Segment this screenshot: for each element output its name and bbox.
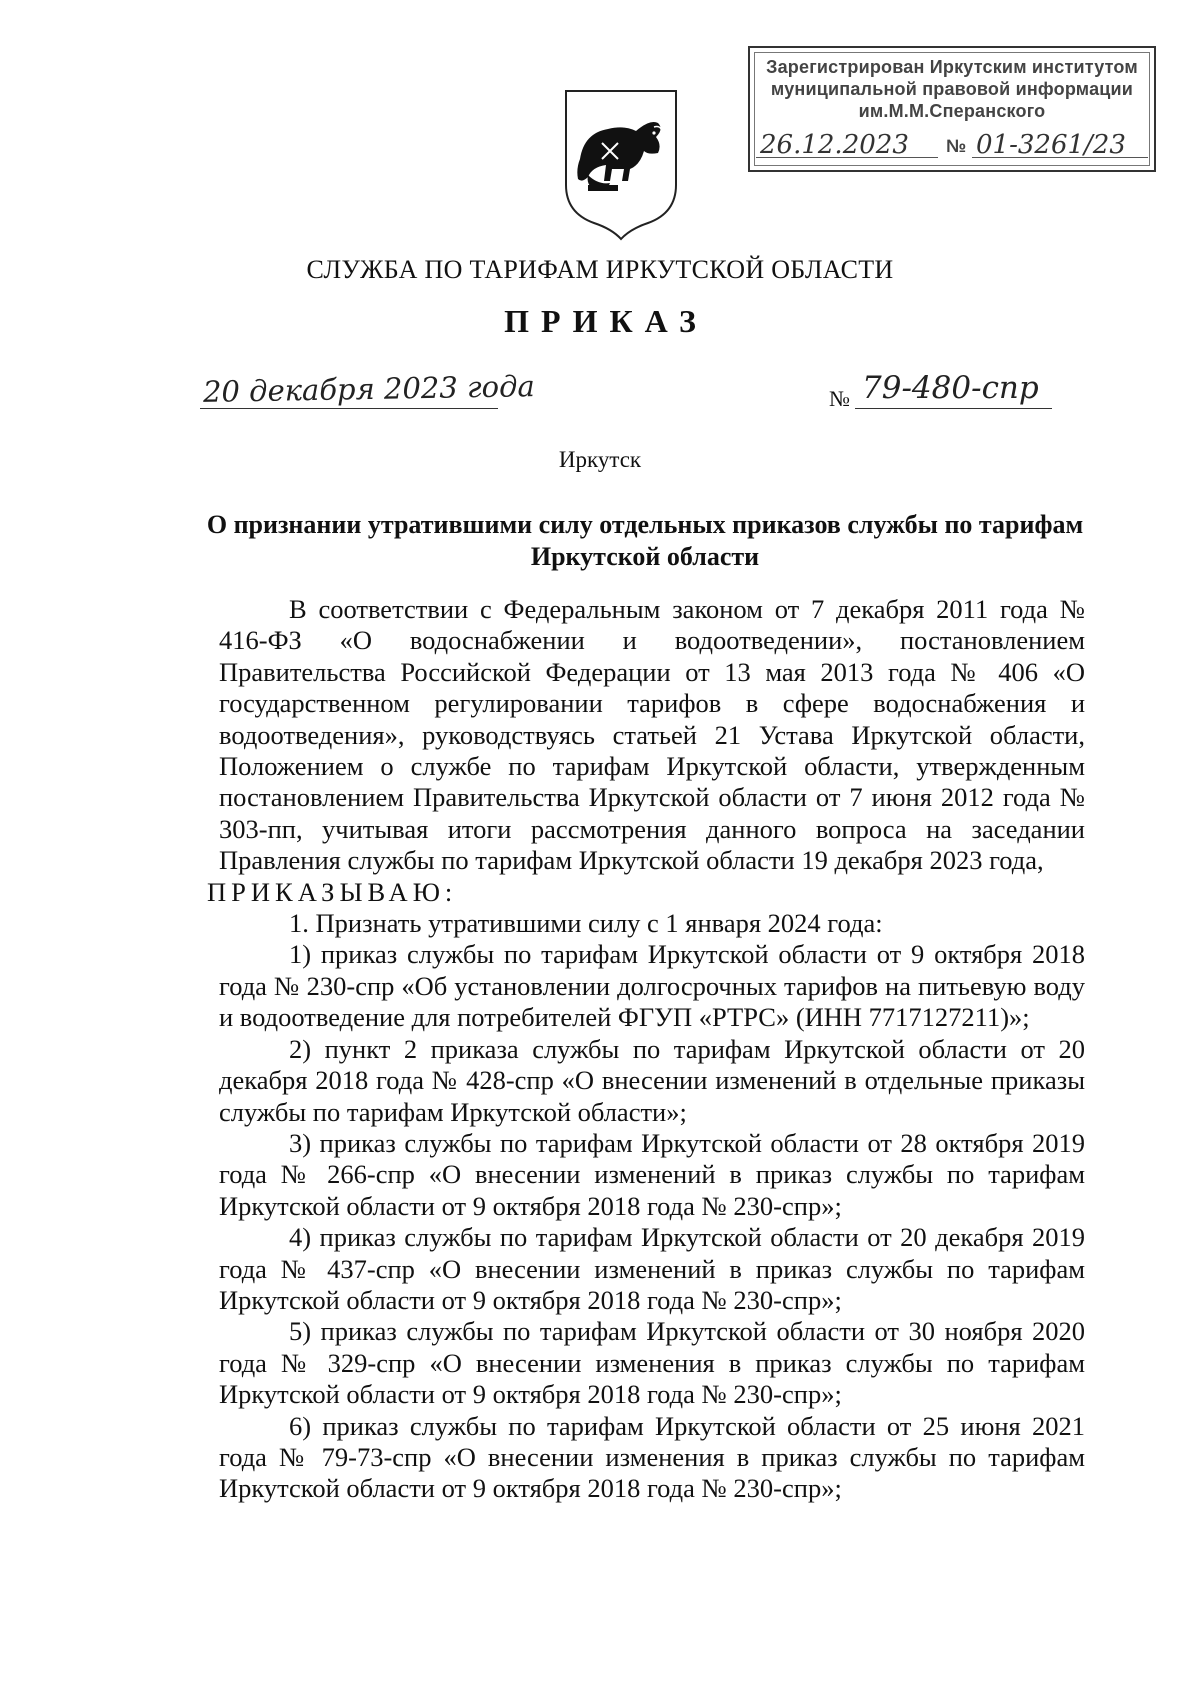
document-body bbox=[207, 594, 1085, 1505]
order-date-line bbox=[200, 408, 498, 409]
preamble-paragraph: В соответствии с Федеральным законом от 7 декабря 2011 года № 416-ФЗ «О водоснабжении и водоотведении», постановлением Правительства Российской Федерации от 13 мая 2013 года № 406 «О государственном регулировании тарифов в сфере водоснабжения и водоотведения», руководствуясь статьей 21 Устава Иркутской области, Положением о службе по тарифам Иркутской области, утвержденным постановлением Правительства Иркутской области от 7 июня 2012 года № 303-пп, учитывая итоги рассмотрения данного вопроса на заседании Правления службы по тарифам Иркутской области 19 декабря 2023 года, bbox=[219, 594, 1085, 876]
stamp-line-1: Зарегистрирован Иркутским институтом bbox=[766, 57, 1138, 77]
stamp-date-line bbox=[756, 157, 938, 158]
registration-stamp bbox=[748, 46, 1156, 172]
order-number-sign: № bbox=[829, 386, 850, 411]
stamp-number-line bbox=[972, 157, 1148, 158]
city: Иркутск bbox=[558, 447, 642, 472]
document-title: О признании утратившими силу отдельных приказов службы по тарифам Иркутской области bbox=[206, 510, 1084, 571]
organization-name: СЛУЖБА ПО ТАРИФАМ ИРКУТСКОЙ ОБЛАСТИ bbox=[306, 255, 894, 284]
order-number-line bbox=[855, 408, 1052, 409]
subitem-5: 5) приказ службы по тарифам Иркутской области от 30 ноября 2020 года № 329-спр «О внесении изменения в приказ службы по тарифам Иркутской области от 9 октября 2018 года № 230-спр»; bbox=[219, 1316, 1085, 1410]
item-1: 1. Признать утратившими силу с 1 января 2024 года: bbox=[289, 908, 883, 939]
subitem-1: 1) приказ службы по тарифам Иркутской области от 9 октября 2018 года № 230-спр «Об установлении долгосрочных тарифов на питьевую воду и водоотведение для потребителей ФГУП «РТРС» (ИНН 7717127211)»; bbox=[219, 939, 1085, 1033]
stamp-number: 01-3261/23 bbox=[976, 130, 1126, 160]
order-word: ПРИКАЗЫВАЮ: bbox=[207, 876, 458, 907]
irkutsk-coat-of-arms-icon bbox=[558, 85, 684, 241]
stamp-registration-row bbox=[750, 130, 1154, 160]
stamp-line-3: им.М.М.Сперанского bbox=[858, 101, 1046, 121]
subitem-6: 6) приказ службы по тарифам Иркутской области от 25 июня 2021 года № 79-73-спр «О внесении изменения в приказ службы по тарифам Иркутской области от 9 октября 2018 года № 230-спр»; bbox=[219, 1410, 1085, 1504]
order-number: 79-480-спр bbox=[862, 370, 1039, 406]
stamp-number-sign: № bbox=[946, 136, 967, 156]
stamp-line-2: муниципальной правовой информации bbox=[770, 79, 1134, 99]
subitem-4: 4) приказ службы по тарифам Иркутской области от 20 декабря 2019 года № 437-спр «О внесении изменений в приказ службы по тарифам Иркутской области от 9 октября 2018 года № 230-спр»; bbox=[219, 1222, 1085, 1315]
document-type: ПРИКАЗ bbox=[504, 303, 708, 339]
order-date: 20 декабря 2023 года bbox=[202, 369, 536, 409]
subitem-3: 3) приказ службы по тарифам Иркутской области от 28 октября 2019 года № 266-спр «О внесении изменений в приказ службы по тарифам Иркутской области от 9 октября 2018 года № 230-спр»; bbox=[219, 1127, 1085, 1221]
stamp-date: 26.12.2023 bbox=[760, 130, 909, 160]
subitem-2: 2) пункт 2 приказа службы по тарифам Иркутской области от 20 декабря 2018 года № 428-спр «О внесении изменений в отдельные приказы службы по тарифам Иркутской области»; bbox=[219, 1033, 1085, 1127]
